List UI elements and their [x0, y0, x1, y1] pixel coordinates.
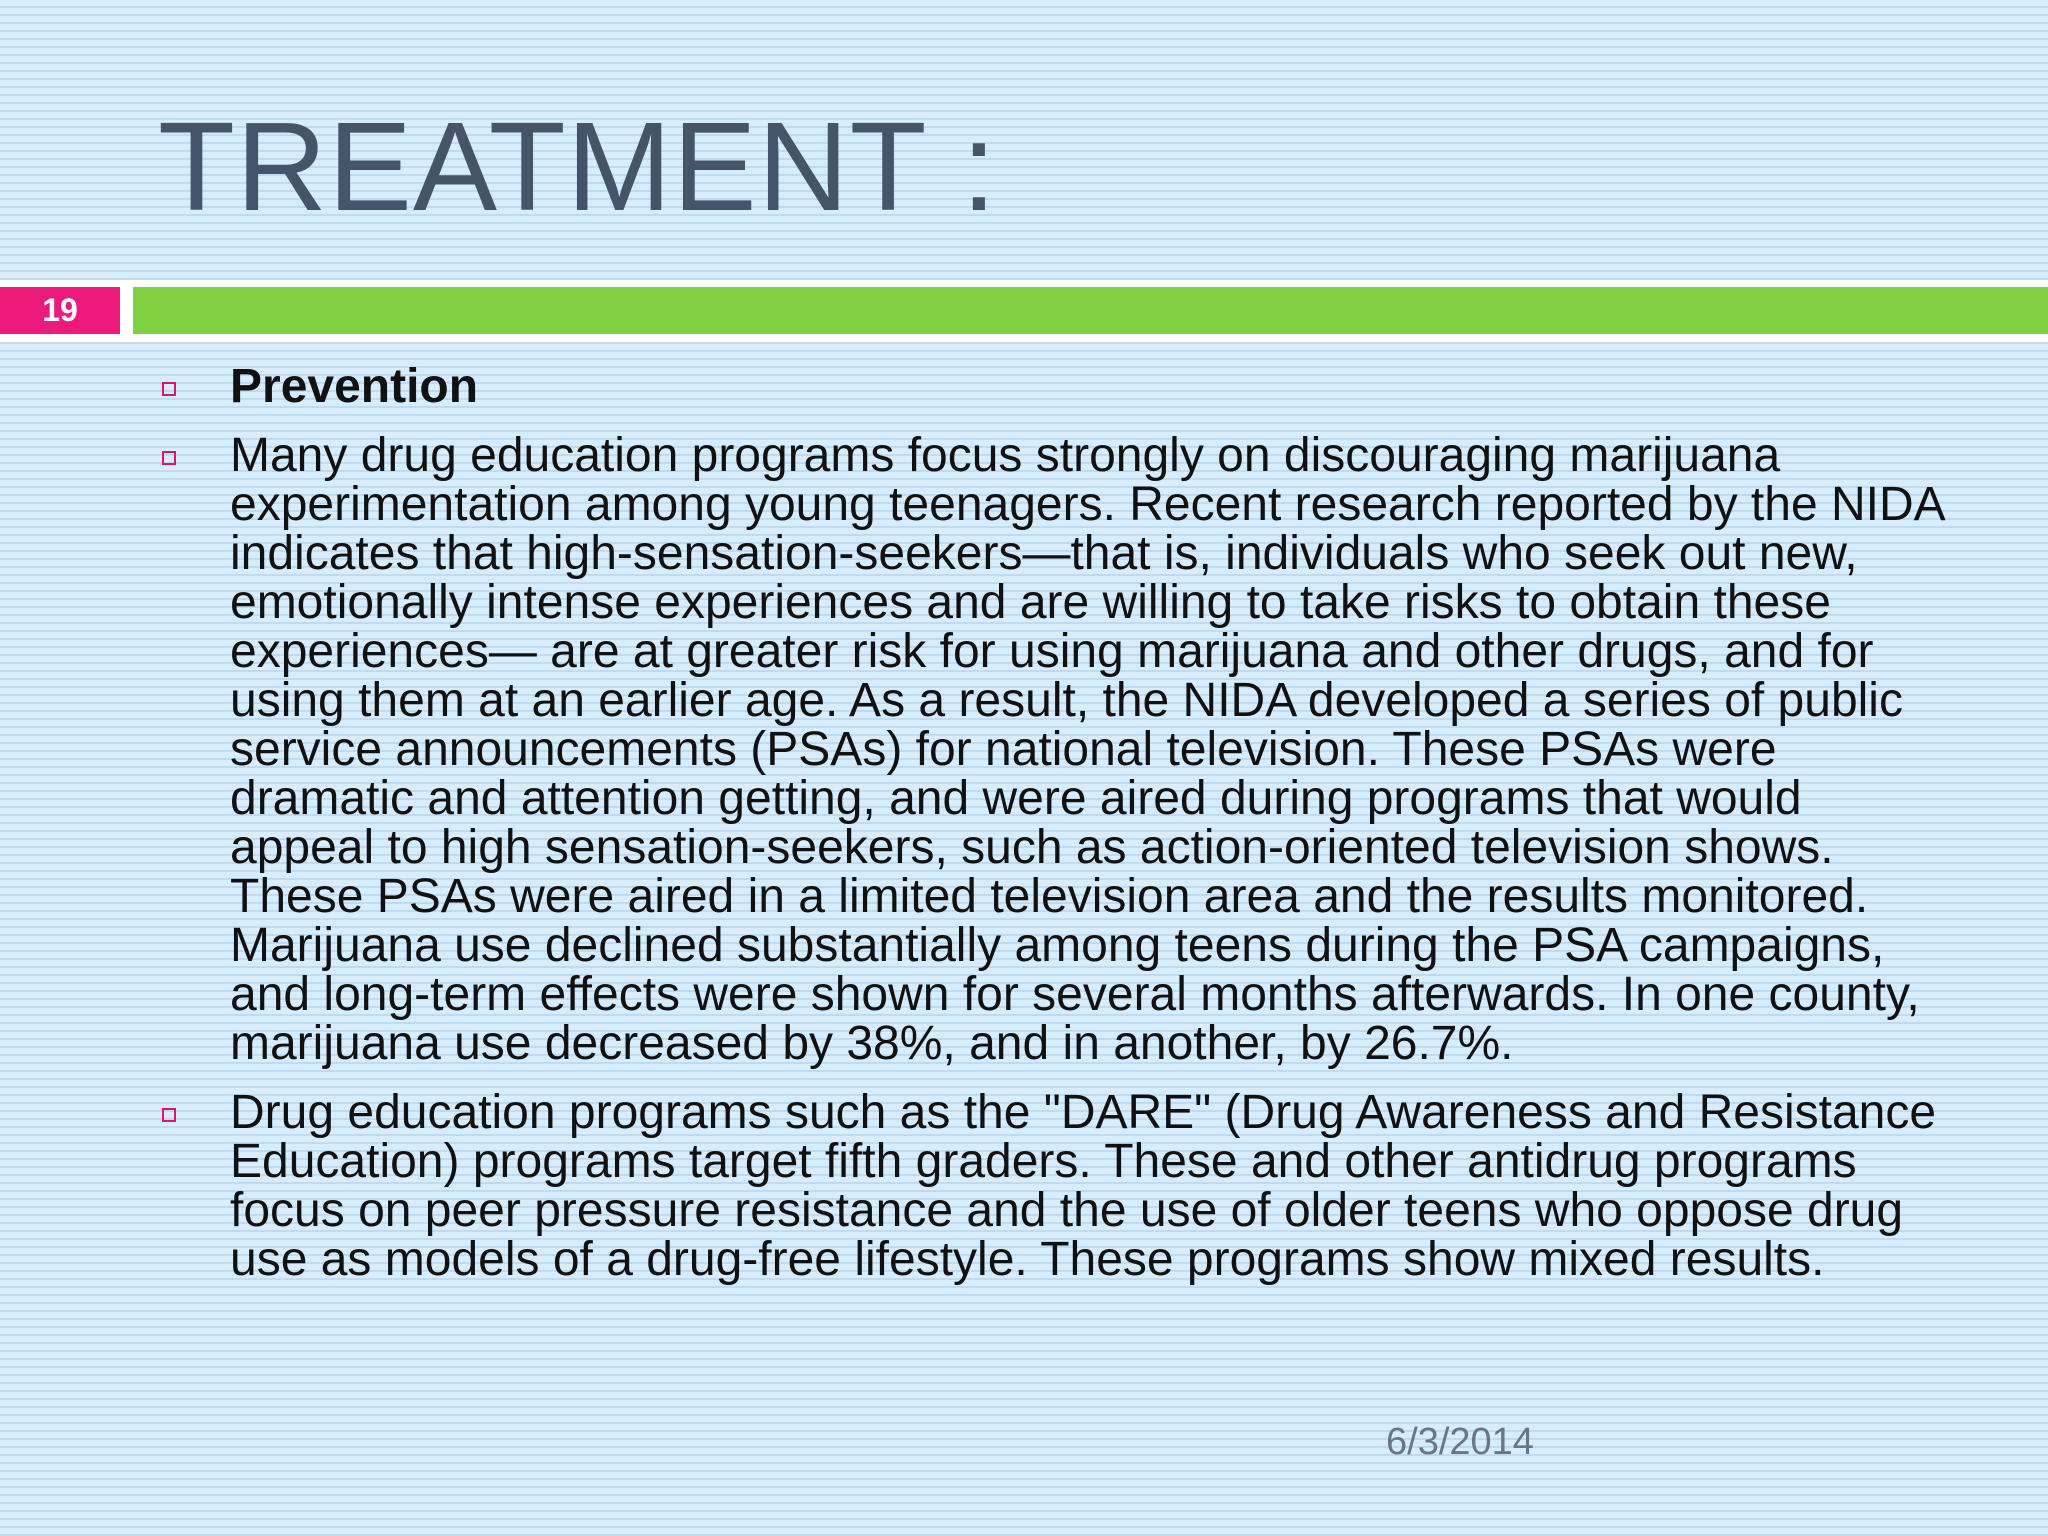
slide-title: TREATMENT :: [158, 96, 998, 237]
bullet-list: [150, 362, 1950, 1284]
square-bullet-icon: [162, 1108, 176, 1122]
slide-number-badge: 19: [0, 287, 120, 334]
bullet-item-psa-research: [150, 431, 1950, 1068]
square-bullet-icon: [162, 451, 176, 465]
bullet-text: Prevention: [230, 360, 479, 413]
square-bullet-icon: [162, 382, 176, 396]
bullet-item-prevention: [150, 362, 1950, 411]
bullet-text: Many drug education programs focus strongly on discouraging marijuana experimentation among young teenagers. Recent research reported by the NIDA indicates that high-sensation-seekers—that is, individuals who seek out new, emotionally intense experiences and are willing to take risks to obtain these experiences— are at greater risk for using marijuana and other drugs, and for using them at an earlier age. As a result, the NIDA developed a series of public service announcements (PSAs) for national television. These PSAs were dramatic and attention getting, and were aired during programs that would appeal to high sensation-seekers, such as action-oriented television shows. These PSAs were aired in a limited television area and the results monitored. Marijuana use declined substantially among teens during the PSA campaigns, and long-term effects were shown for several months afterwards. In one county, marijuana use decreased by 38%, and in another, by 26.7%.: [230, 429, 1943, 1070]
bullet-item-dare: [150, 1088, 1950, 1284]
slide-date: 6/3/2014: [1386, 1421, 1534, 1463]
accent-bar: [133, 287, 2048, 334]
bullet-text: Drug education programs such as the "DARE" (Drug Awareness and Resistance Education) programs target fifth graders. These and other antidrug programs focus on peer pressure resistance and the use of older teens who oppose drug use as models of a drug-free lifestyle. These programs show mixed results.: [230, 1086, 1937, 1286]
